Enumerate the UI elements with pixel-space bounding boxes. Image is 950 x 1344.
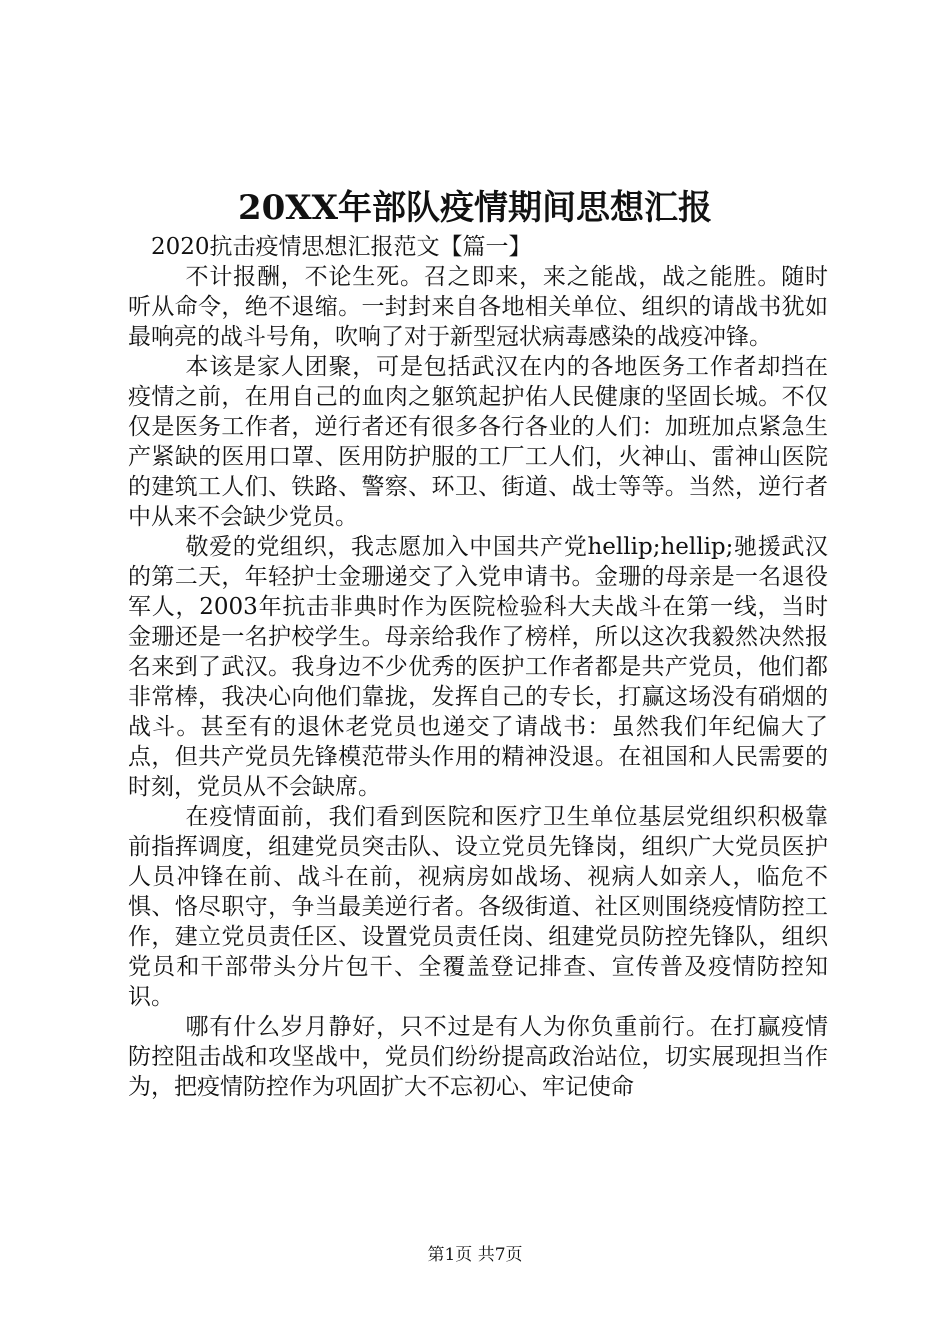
paragraph: 不计报酬，不论生死。召之即来，来之能战，战之能胜。随时听从命令，绝不退缩。一封封来自各地相关单位、组织的请战书犹如最响亮的战斗号角，吹响了对于新型冠状病毒感染的战疫冲锋。 xyxy=(128,264,828,350)
paragraph: 哪有什么岁月静好，只不过是有人为你负重前行。在打赢疫情防控阻击战和攻坚战中，党员们纷纷提高政治站位，切实展现担当作为，把疫情防控作为巩固扩大不忘初心、牢记使命 xyxy=(128,1014,828,1100)
paragraph: 本该是家人团聚，可是包括武汉在内的各地医务工作者却挡在疫情之前，在用自己的血肉之躯筑起护佑人民健康的坚固长城。不仅仅是医务工作者，逆行者还有很多各行各业的人们：加班加点紧急生产紧缺的医用口罩、医用防护服的工厂工人们，火神山、雷神山医院的建筑工人们、铁路、警察、环卫、街道、战士等等。当然，逆行者中从来不会缺少党员。 xyxy=(128,354,828,530)
document-body xyxy=(128,232,828,1102)
paragraph: 敬爱的党组织，我志愿加入中国共产党hellip;hellip;驰援武汉的第二天，年轻护士金珊递交了入党申请书。金珊的母亲是一名退役军人，2003年抗击非典时作为医院检验科大夫战斗在第一线，当时金珊还是一名护校学生。母亲给我作了榜样，所以这次我毅然决然报名来到了武汉。我身边不少优秀的医护工作者都是共产党员，他们都非常棒，我决心向他们靠拢，发挥自己的专长，打赢这场没有硝烟的战斗。甚至有的退休老党员也递交了请战书：虽然我们年纪偏大了点，但共产党员先锋模范带头作用的精神没退。在祖国和人民需要的时刻，党员从不会缺席。 xyxy=(128,534,828,800)
paragraph: 在疫情面前，我们看到医院和医疗卫生单位基层党组织积极靠前指挥调度，组建党员突击队、设立党员先锋岗，组织广大党员医护人员冲锋在前、战斗在前，视病房如战场、视病人如亲人，临危不惧、恪尽职守，争当最美逆行者。各级街道、社区则围绕疫情防控工作，建立党员责任区、设置党员责任岗、组建党员防控先锋队，组织党员和干部带头分片包干、全覆盖登记排查、宣传普及疫情防控知识。 xyxy=(128,804,828,1010)
section-subheading: 2020抗击疫情思想汇报范文【篇一】 xyxy=(151,234,532,260)
document-title: 20XX年部队疫情期间思想汇报 xyxy=(237,188,713,228)
page-number-footer: 第1页 共7页 xyxy=(427,1245,523,1265)
